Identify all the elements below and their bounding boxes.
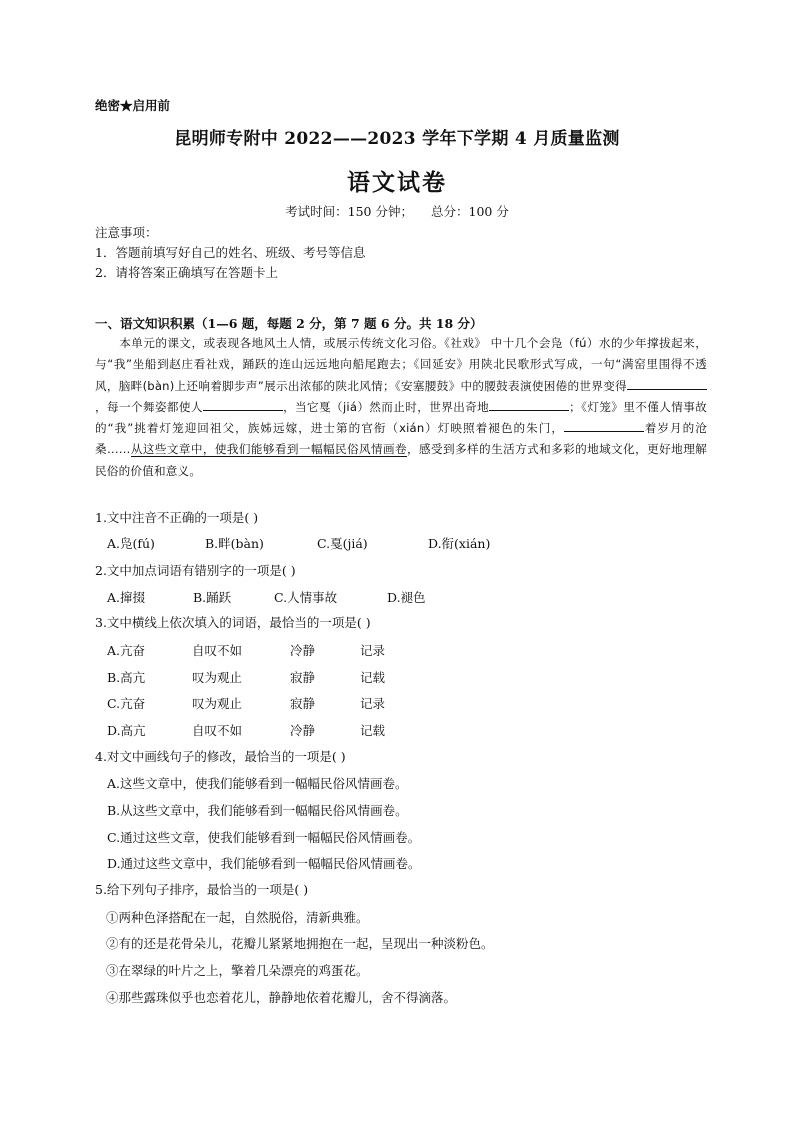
question-3-stem: 3.文中横线上依次填入的词语，最恰当的一项是( ) <box>95 615 371 630</box>
section-heading: 一、语文知识积累（1—6 题，每题 2 分，第 7 题 6 分。共 18 分） <box>95 316 483 331</box>
q3-option-row: B.高亢 叹为观止 寂静 记载 <box>107 670 386 685</box>
q1-option-b: B.畔(bàn) <box>205 536 264 551</box>
q5-sentence: ①两种色泽搭配在一起，自然脱俗，清新典雅。 <box>106 910 369 925</box>
exam-score: 总分：100 分 <box>431 204 509 219</box>
q5-sentence: ④那些露珠似乎也恋着花儿，静静地依着花瓣儿，舍不得滴落。 <box>106 990 457 1005</box>
fill-blank <box>627 377 707 390</box>
q2-option-a: A.撺掇 <box>107 590 146 605</box>
q3-option-row: A.亢奋 自叹不如 冷静 记录 <box>107 643 386 658</box>
notice-item: 2．请将答案正确填写在答题卡上 <box>95 265 278 280</box>
q5-sentence: ②有的还是花骨朵儿，花瓣儿紧紧地拥抱在一起，呈现出一种淡粉色。 <box>106 936 494 951</box>
exam-info <box>0 202 794 220</box>
q5-sentence: ③在翠绿的叶片之上，擎着几朵漂亮的鸡蛋花。 <box>106 963 369 978</box>
question-4-stem: 4.对文中画线句子的修改，最恰当的一项是( ) <box>95 749 346 764</box>
q4-option-d: D.通过这些文章中，我们能够看到一幅幅民俗风情画卷。 <box>107 856 421 871</box>
secret-label: 绝密★启用前 <box>95 98 171 113</box>
q2-option-d: D.褪色 <box>387 590 426 605</box>
notice-heading: 注意事项： <box>95 225 158 240</box>
q4-option-b: B.从这些文章中，我们能够看到一幅幅民俗风情画卷。 <box>107 803 408 818</box>
q1-option-a: A.凫(fú) <box>107 536 155 551</box>
fill-blank <box>564 419 644 432</box>
passage-text: 本单元的课文，或表现各地风土人情，或展示传统文化习俗。《社戏》 中十几个会凫（fú）水的少年撑拔起来，与“我”坐船到赵庄看社戏，踊跃的连山远远地向船尾跑去；《回延安》用陕北民歌形式写成，一句“满窑里围得不透风，脑畔(bàn)上还响着脚步声”展示出浓郁的陕北风情；《安塞腰鼓》中的腰鼓表演使困倦的世界变得 <box>95 336 707 393</box>
passage-text: ，感受到多样的生活方式和多彩的地域文化，更好地理解民俗的价值和意义。 <box>95 442 707 478</box>
notice-item: 1．答题前填写好自己的姓名、班级、考号等信息 <box>95 245 366 260</box>
question-2-stem: 2.文中加点词语有错别字的一项是( ) <box>95 563 296 578</box>
q1-option-c: C.戛(jiá) <box>317 536 368 551</box>
passage-text: 着岁月的沧桑…… <box>95 421 707 457</box>
fill-blank <box>203 398 283 411</box>
exam-title: 昆明师专附中 2022——2023 学年下学期 4 月质量监测 <box>174 129 620 149</box>
passage-text: ，当它戛（jiá）然而止时，世界出奇地 <box>282 399 490 414</box>
question-1-stem: 1.文中注音不正确的一项是( ) <box>95 510 259 525</box>
q3-option-row: D.高亢 自叹不如 冷静 记载 <box>107 723 386 738</box>
q4-option-c: C.通过这些文章，使我们能够看到一幅幅民俗风情画卷。 <box>107 830 421 845</box>
fill-blank <box>489 398 569 411</box>
q2-option-b: B.踊跃 <box>193 590 232 605</box>
q1-option-d: D.衔(xián) <box>428 536 491 551</box>
underlined-sentence: 从这些文章中，使我们能够看到一幅幅民俗风情画卷 <box>130 442 408 457</box>
passage-text: ，每一个舞姿都使人 <box>95 399 203 414</box>
passage-text: ；《灯笼》里不僅人情事故的“我”挑着灯笼迎回祖父，族姊远嫁，进士第的官衔（xián）灯映照着褪色的朱门， <box>95 399 707 436</box>
question-5-stem: 5.给下列句子排序，最恰当的一项是( ) <box>95 882 309 897</box>
exam-time: 考试时间：150 分钟； <box>285 204 413 219</box>
q3-option-row: C.亢奋 叹为观止 寂静 记录 <box>107 696 386 711</box>
reading-passage <box>95 333 707 482</box>
q4-option-a: A.这些文章中，使我们能够看到一幅幅民俗风情画卷。 <box>107 776 408 791</box>
q2-option-c: C.人情事故 <box>274 590 338 605</box>
subject-title: 语文试卷 <box>347 169 447 196</box>
